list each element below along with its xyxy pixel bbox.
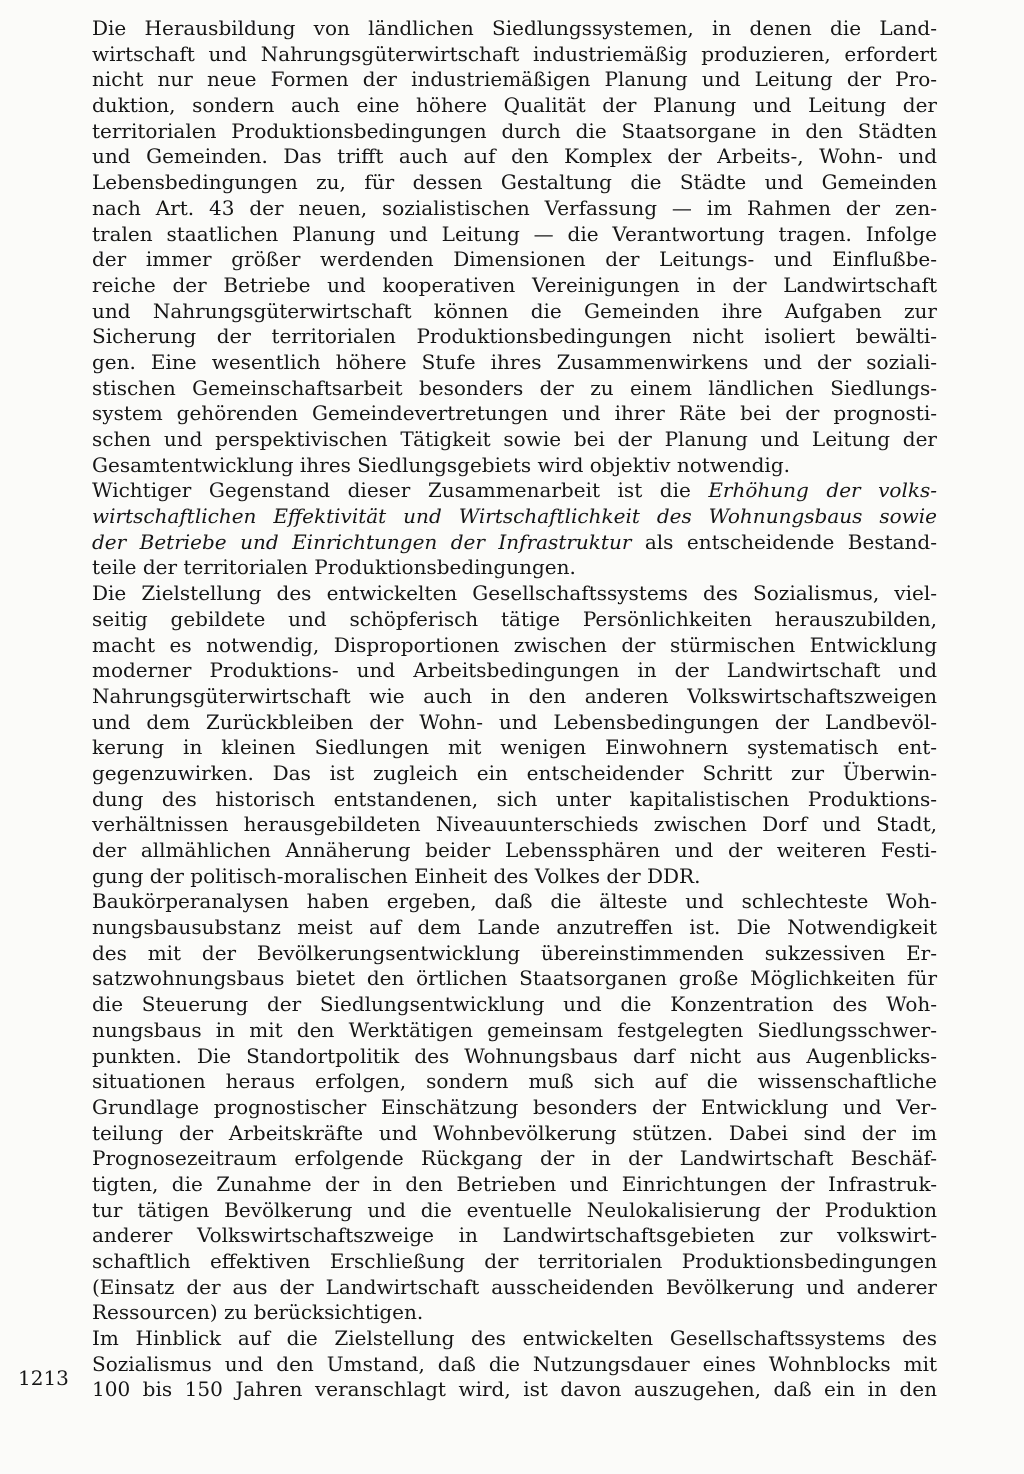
text-run: verhältnissen herausgebildeten Niveauunterschieds zwischen Dorf und Stadt, <box>92 812 937 837</box>
text-line <box>92 966 937 992</box>
text-line <box>92 42 937 68</box>
text-run: system gehörenden Gemeindevertretungen und ihrer Räte bei der prognosti- <box>92 401 937 426</box>
text-run: dung des historisch entstandenen, sich unter kapitalistischen Produktions- <box>92 786 937 811</box>
text-run: Nahrungsgüterwirtschaft wie auch in den anderen Volkswirtschaftszweigen <box>92 683 937 708</box>
text-run: reiche der Betriebe und kooperativen Vereinigungen in der Landwirtschaft <box>92 272 937 297</box>
text-line <box>92 1018 937 1044</box>
text-run: situationen heraus erfolgen, sondern muß sich auf die wissenschaftliche <box>92 1069 937 1094</box>
text-line <box>92 247 937 273</box>
text-line <box>92 350 937 376</box>
text-run: territorialen Produktionsbedingungen durch die Staatsorgane in den Städten <box>92 118 937 143</box>
text-line <box>92 633 937 659</box>
text-run: die Steuerung der Siedlungsentwicklung und die Konzentration des Woh- <box>92 992 937 1017</box>
text-line <box>92 710 937 736</box>
text-line <box>92 761 937 787</box>
text-run: und dem Zurückbleiben der Wohn- und Lebensbedingungen der Landbevöl- <box>92 709 937 734</box>
text-line <box>92 1352 937 1378</box>
text-run: teilung der Arbeitskräfte und Wohnbevölkerung stützen. Dabei sind der im <box>92 1120 937 1145</box>
text-line <box>92 915 937 941</box>
text-run: und Gemeinden. Das trifft auch auf den Komplex der Arbeits-, Wohn- und <box>92 144 937 169</box>
emphasis-run: wirtschaftlichen Effektivität und Wirtschaftlichkeit des Wohnungsbaus sowie <box>92 504 937 529</box>
text-line <box>92 222 937 248</box>
text-run: tralen staatlichen Planung und Leitung — die Verantwortung tragen. Infolge <box>92 221 937 246</box>
text-line <box>92 93 937 119</box>
text-run: tur tätigen Bevölkerung und die eventuelle Neulokalisierung der Produktion <box>92 1197 937 1222</box>
text-run: Im Hinblick auf die Zielstellung des entwickelten Gesellschaftssystems des <box>92 1326 937 1351</box>
text-run: Wichtiger Gegenstand dieser Zusammenarbeit ist die <box>92 478 709 503</box>
text-run: gegenzuwirken. Das ist zugleich ein entscheidender Schritt zur Überwin- <box>92 760 937 785</box>
text-line <box>92 119 937 145</box>
text-run: nungsbausubstanz meist auf dem Lande anzutreffen ist. Die Notwendigkeit <box>92 915 937 940</box>
text-line <box>92 864 937 890</box>
text-line <box>92 1198 937 1224</box>
text-run: wirtschaft und Nahrungsgüterwirtschaft industriemäßig produzieren, erfordert <box>92 41 937 66</box>
text-run: anderer Volkswirtschaftszweige in Landwirtschaftsgebieten zur volkswirt- <box>92 1223 937 1248</box>
text-run: Sozialismus und den Umstand, daß die Nutzungsdauer eines Wohnblocks mit <box>92 1351 937 1376</box>
text-line <box>92 67 937 93</box>
text-line <box>92 478 937 504</box>
text-line <box>92 889 937 915</box>
text-line <box>92 1223 937 1249</box>
text-run: stischen Gemeinschaftsarbeit besonders der zu einem ländlichen Siedlungs- <box>92 375 937 400</box>
text-line <box>92 1095 937 1121</box>
text-run: (Einsatz der aus der Landwirtschaft ausscheidenden Bevölkerung und anderer <box>92 1274 937 1299</box>
text-line <box>92 735 937 761</box>
text-run: tigten, die Zunahme der in den Betrieben und Einrichtungen der Infrastruk- <box>92 1171 937 1196</box>
text-run: schaftlich effektiven Erschließung der territorialen Produktionsbedingungen <box>92 1249 937 1273</box>
text-run: gen. Eine wesentlich höhere Stufe ihres Zusammenwirkens und der soziali- <box>92 349 937 374</box>
text-line <box>92 684 937 710</box>
text-run: Gesamtentwicklung ihres Siedlungsgebiets wird objektiv notwendig. <box>92 452 790 477</box>
text-line <box>92 581 937 607</box>
text-line <box>92 1146 937 1172</box>
text-line <box>92 1044 937 1070</box>
text-line <box>92 1326 937 1352</box>
emphasis-run: Erhöhung der volks- <box>708 478 937 503</box>
text-line <box>92 170 937 196</box>
text-run: Grundlage prognostischer Einschätzung besonders der Entwicklung und Ver- <box>92 1094 937 1119</box>
text-run: nicht nur neue Formen der industriemäßigen Planung und Leitung der Pro- <box>92 67 937 92</box>
text-run: gung der politisch-moralischen Einheit des Volkes der DDR. <box>92 863 701 888</box>
text-run: Ressourcen) zu berücksichtigen. <box>92 1300 424 1325</box>
text-run: teile der territorialen Produktionsbedingungen. <box>92 555 576 580</box>
text-run: nach Art. 43 der neuen, sozialistischen Verfassung — im Rahmen der zen- <box>92 195 937 220</box>
text-line <box>92 1172 937 1198</box>
text-run: Sicherung der territorialen Produktionsbedingungen nicht isoliert bewälti- <box>92 324 937 349</box>
text-run: satzwohnungsbaus bietet den örtlichen Staatsorganen große Möglichkeiten für <box>92 966 937 991</box>
text-line <box>92 1249 937 1275</box>
text-run: Prognosezeitraum erfolgende Rückgang der in der Landwirtschaft Beschäf- <box>92 1146 937 1171</box>
text-run: Die Herausbildung von ländlichen Siedlungssystemen, in denen die Land- <box>92 16 937 40</box>
text-line <box>92 838 937 864</box>
text-line <box>92 812 937 838</box>
text-line <box>92 1377 937 1403</box>
text-run: Die Zielstellung des entwickelten Gesellschaftssystems des Sozialismus, viel- <box>92 581 937 606</box>
text-line <box>92 1121 937 1147</box>
text-line <box>92 376 937 402</box>
text-line <box>92 555 937 581</box>
text-line <box>92 787 937 813</box>
text-line <box>92 504 937 530</box>
text-line <box>92 1300 937 1326</box>
text-run: schen und perspektivischen Tätigkeit sowie bei der Planung und Leitung der <box>92 427 937 451</box>
text-line <box>92 453 937 479</box>
text-run: duktion, sondern auch eine höhere Qualität der Planung und Leitung der <box>92 93 937 118</box>
text-run: nungsbaus in mit den Werktätigen gemeinsam festgelegten Siedlungsschwer- <box>92 1017 937 1042</box>
text-line <box>92 144 937 170</box>
text-run: punkten. Die Standortpolitik des Wohnungsbaus darf nicht aus Augenblicks- <box>92 1043 937 1068</box>
text-line <box>92 401 937 427</box>
text-line <box>92 941 937 967</box>
text-line <box>92 1069 937 1095</box>
text-line <box>92 1275 937 1301</box>
text-run: Lebensbedingungen zu, für dessen Gestaltung die Städte und Gemeinden <box>92 170 937 195</box>
text-line <box>92 324 937 350</box>
text-line <box>92 427 937 453</box>
text-run: kerung in kleinen Siedlungen mit wenigen Einwohnern systematisch ent- <box>92 735 937 760</box>
page-number: 1213 <box>18 1366 69 1390</box>
text-run: seitig gebildete und schöpferisch tätige Persönlichkeiten herauszubilden, <box>92 606 937 631</box>
text-run: und Nahrungsgüterwirtschaft können die Gemeinden ihre Aufgaben zur <box>92 298 937 323</box>
text-run: des mit der Bevölkerungsentwicklung übereinstimmenden sukzessiven Er- <box>92 940 937 965</box>
text-run: moderner Produktions- und Arbeitsbedingungen in der Landwirtschaft und <box>92 658 937 683</box>
text-column <box>92 16 937 1403</box>
text-line <box>92 607 937 633</box>
text-line <box>92 299 937 325</box>
emphasis-run: der Betriebe und Einrichtungen der Infrastruktur <box>92 529 632 554</box>
text-run: macht es notwendig, Disproportionen zwischen der stürmischen Entwicklung <box>92 632 937 657</box>
text-line <box>92 196 937 222</box>
text-line <box>92 658 937 684</box>
text-run: der immer größer werdenden Dimensionen der Leitungs- und Einflußbe- <box>92 247 937 272</box>
text-run: Baukörperanalysen haben ergeben, daß die älteste und schlechteste Woh- <box>92 889 937 914</box>
text-line <box>92 530 937 556</box>
text-run: der allmählichen Annäherung beider Lebenssphären und der weiteren Festi- <box>92 838 937 862</box>
text-line <box>92 273 937 299</box>
text-line <box>92 992 937 1018</box>
text-run: als entscheidende Bestand- <box>631 529 937 554</box>
text-line <box>92 16 937 42</box>
text-run: 100 bis 150 Jahren veranschlagt wird, ist davon auszugehen, daß ein in den <box>92 1377 937 1402</box>
